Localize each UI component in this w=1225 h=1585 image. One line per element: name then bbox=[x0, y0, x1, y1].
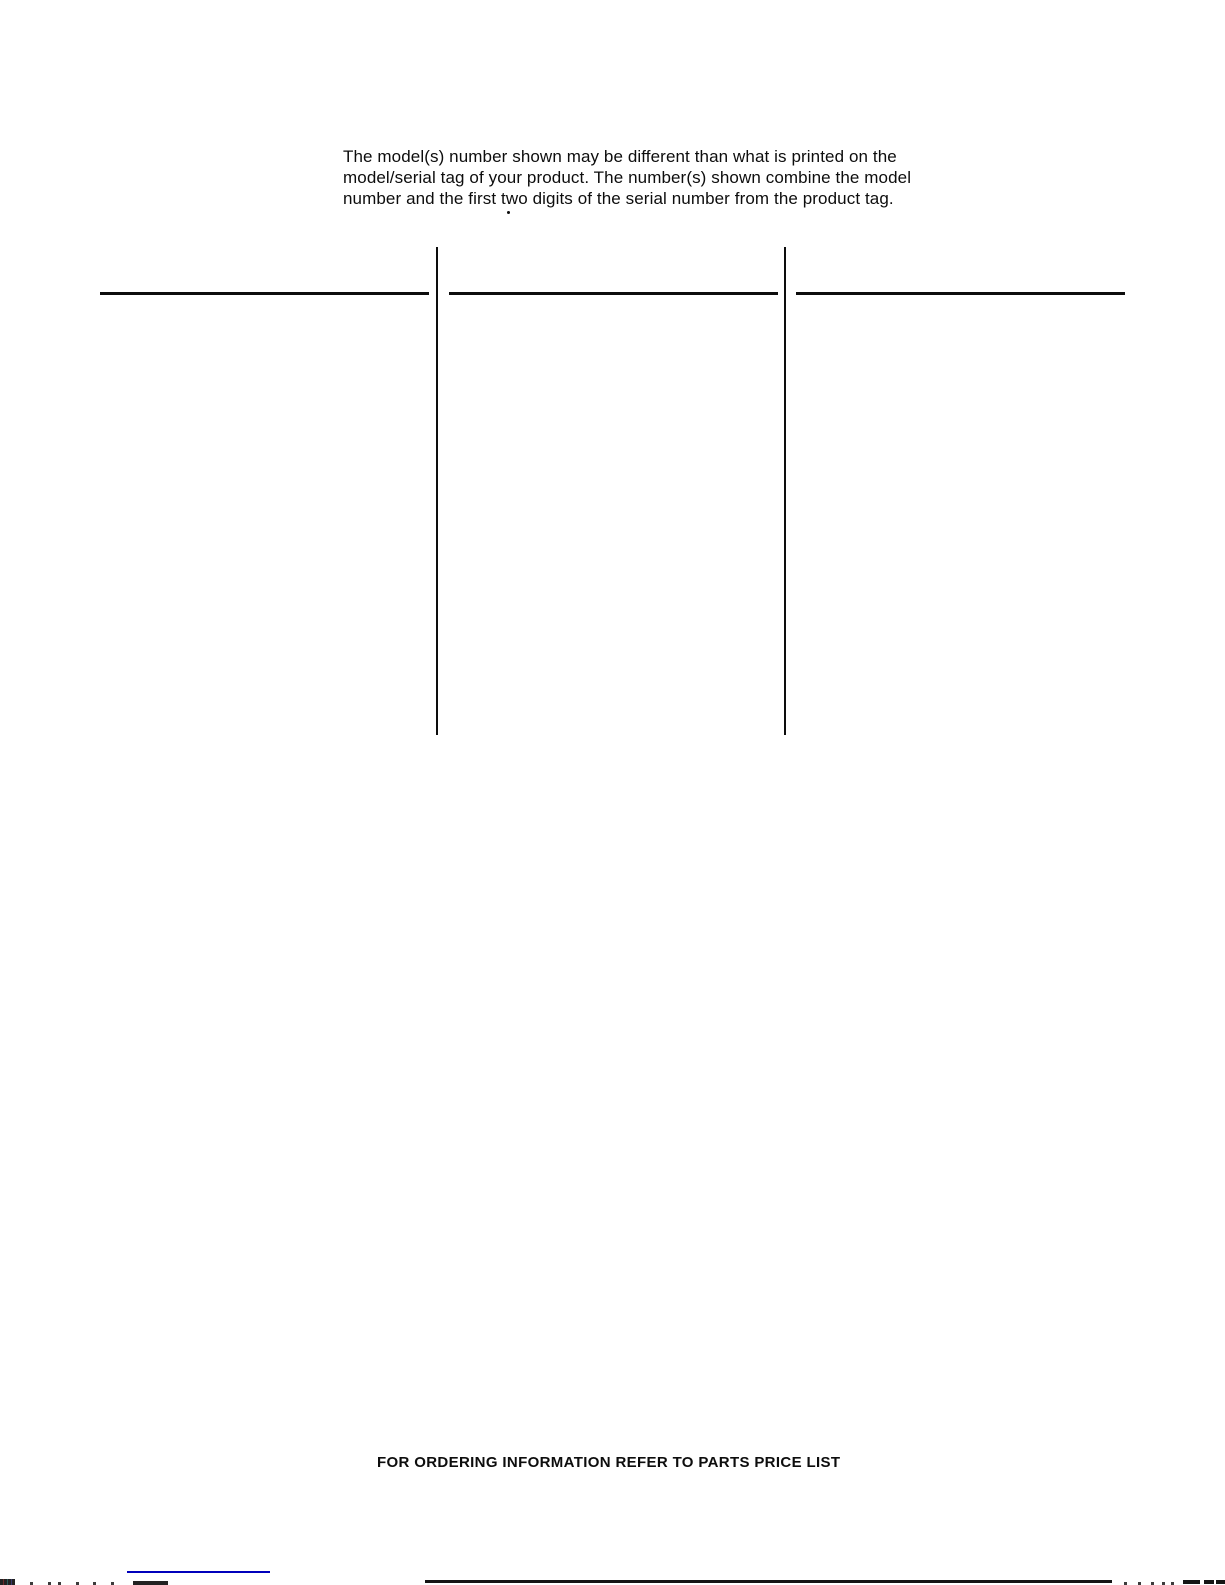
column-divider-right bbox=[784, 247, 786, 735]
cutoff-text-artifact-line bbox=[425, 1580, 1112, 1583]
ordering-info-footer: FOR ORDERING INFORMATION REFER TO PARTS PRICE LIST bbox=[377, 1454, 841, 1471]
column-header-rule-left bbox=[100, 292, 429, 295]
model-number-note-line-2: model/serial tag of your product. The number(s) shown combine the model bbox=[343, 168, 912, 187]
model-number-note-line-1: The model(s) number shown may be different than what is printed on the bbox=[343, 147, 897, 166]
column-divider-left bbox=[436, 247, 438, 735]
cutoff-text-artifact bbox=[1216, 1580, 1225, 1584]
model-number-note bbox=[343, 146, 983, 209]
column-header-rule-center bbox=[449, 292, 778, 295]
cutoff-text-artifact bbox=[1183, 1580, 1200, 1584]
model-number-note-line-3: number and the first two digits of the serial number from the product tag. bbox=[343, 189, 894, 208]
scan-speck bbox=[507, 211, 510, 214]
cutoff-text-artifact-block bbox=[133, 1581, 168, 1585]
column-header-rule-right bbox=[796, 292, 1125, 295]
footer-link-underline[interactable] bbox=[127, 1571, 270, 1573]
cutoff-text-artifact-logo bbox=[0, 1579, 15, 1585]
cutoff-text-artifact bbox=[1204, 1580, 1214, 1584]
